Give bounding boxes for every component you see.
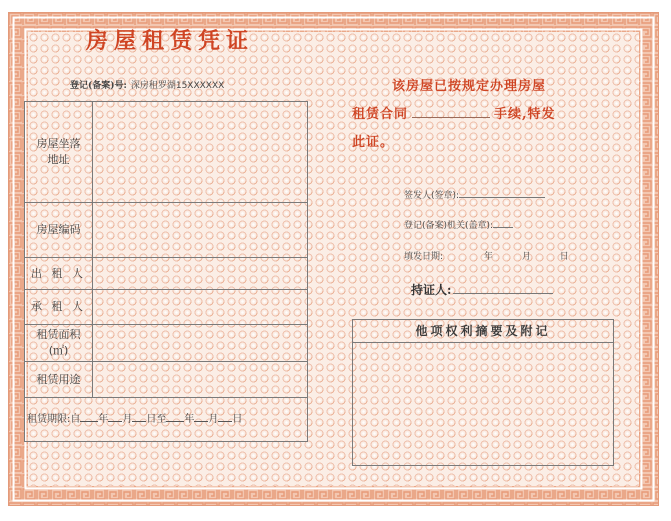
period-month-start: 月 — [122, 414, 133, 425]
notice-line-2 — [352, 103, 607, 131]
notice-blank — [412, 106, 490, 118]
address-label-line-2: 地址 — [47, 153, 70, 166]
remarks-title: 他项权利摘要及附记 — [353, 320, 613, 343]
agency-label: 登记(备案)机关(盖章): — [404, 221, 494, 231]
table-row — [25, 398, 308, 442]
address-value-cell — [93, 102, 308, 203]
registration-label: 登记(备案)号: — [70, 81, 127, 91]
lease-period-cell — [25, 398, 308, 442]
period-month-end: 月 — [208, 414, 219, 425]
area-label-line-1: 租赁面积 — [36, 328, 81, 341]
registration-number-line — [70, 78, 224, 91]
lessor-label: 出 租 人 — [25, 258, 93, 290]
registration-value: 深房租罗湖15XXXXXX — [130, 81, 225, 91]
holder-line — [411, 281, 553, 298]
issue-date-day: 日 — [559, 252, 569, 262]
address-label-cell — [25, 102, 93, 203]
lessee-label: 承 租 人 — [25, 290, 93, 325]
house-code-value-cell — [93, 203, 308, 258]
table-row — [25, 258, 308, 290]
issue-date-year: 年 — [483, 252, 493, 262]
lessor-value-cell — [93, 258, 308, 290]
area-label-cell — [25, 325, 93, 362]
issue-date-line — [404, 249, 569, 262]
address-label-line-1: 房屋坐落 — [36, 137, 81, 150]
table-row — [25, 362, 308, 398]
purpose-label: 租赁用途 — [25, 362, 93, 398]
table-row — [25, 290, 308, 325]
purpose-value-cell — [93, 362, 308, 398]
lease-info-table — [24, 101, 308, 442]
notice-line-1: 该房屋已按规定办理房屋 — [392, 79, 547, 94]
issuer-signature-line — [404, 188, 545, 201]
table-row — [25, 102, 308, 203]
table-row — [25, 203, 308, 258]
period-day-to: 日至 — [146, 414, 167, 425]
notice-line-3: 此证。 — [352, 135, 395, 150]
notice-line-2-end: 手续,特发 — [494, 107, 556, 122]
agency-seal-line — [404, 218, 513, 231]
period-year-start: 年 — [98, 414, 109, 425]
period-prefix: 租赁期限:自 — [27, 414, 81, 425]
certificate-title: 房屋租赁凭证 — [85, 28, 254, 54]
issue-date-label: 填发日期: — [404, 252, 444, 262]
issue-date-month: 月 — [521, 252, 531, 262]
certification-notice — [352, 75, 607, 159]
period-day-end: 日 — [232, 414, 243, 425]
table-row — [25, 325, 308, 362]
remarks-box — [352, 319, 614, 466]
holder-label: 持证人: — [411, 283, 452, 297]
period-year-end: 年 — [184, 414, 195, 425]
area-value-cell — [93, 325, 308, 362]
area-label-line-2: (㎡) — [48, 344, 69, 357]
issuer-label: 签发人(签章): — [404, 191, 460, 201]
house-code-label: 房屋编码 — [25, 203, 93, 258]
notice-line-2-start: 租赁合同 — [352, 107, 409, 122]
lessee-value-cell — [93, 290, 308, 325]
